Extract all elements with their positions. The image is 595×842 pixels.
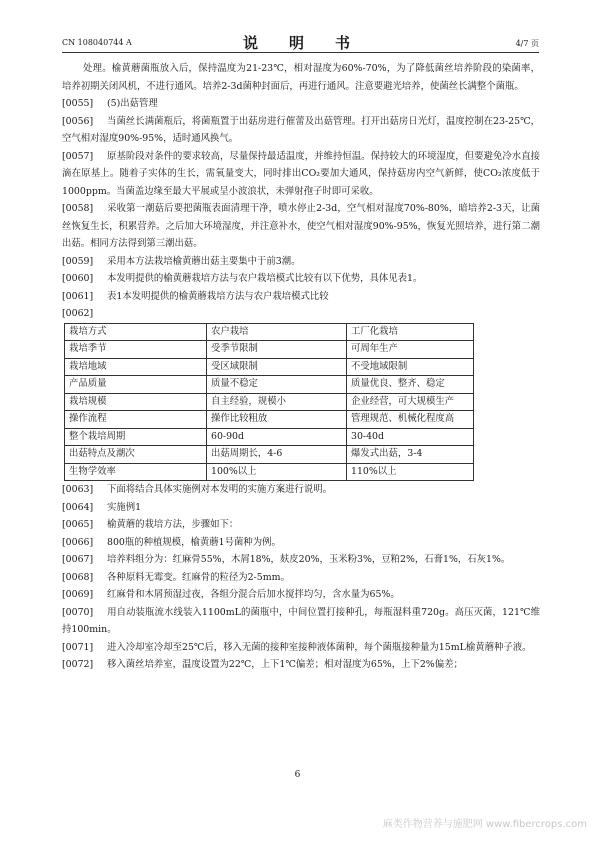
paragraph — [62, 516, 540, 534]
site-watermark: 麻类作物营养与施肥网 www.fibercrops.com — [382, 819, 587, 830]
page-indicator: 4/7 页 — [515, 39, 539, 48]
table-cell: 30-40d — [347, 428, 474, 446]
table-row — [65, 323, 474, 341]
table-cell: 100%以上 — [207, 463, 347, 481]
paragraph-number: [0055] — [62, 98, 94, 109]
table-cell: 自主经验，规模小 — [207, 393, 347, 411]
paragraph-number: [0056] — [62, 115, 94, 127]
document-body — [62, 60, 540, 674]
table-row — [65, 393, 474, 411]
paragraph-text: 本发明提供的榆黄蘑栽培方法与农户栽培模式比较有以下优势，具体见表1。 — [107, 273, 423, 284]
paragraph — [62, 481, 540, 499]
table-cell: 栽培季节 — [65, 341, 207, 359]
paragraph — [62, 253, 540, 271]
table-cell: 不受地域限制 — [347, 358, 474, 376]
table-cell: 管理规范、机械化程度高 — [347, 411, 474, 429]
paragraph — [62, 639, 540, 657]
table-row — [65, 446, 474, 464]
table-row — [65, 376, 474, 394]
table-cell: 工厂化栽培 — [347, 323, 474, 341]
paragraph-text: 进入冷却室冷却至25℃后，移入无菌的接种室接种液体菌种，每个菌瓶接种量为15mL榆黄蘑种子液。 — [107, 641, 532, 653]
paragraph-text: 当菌丝长满菌瓶后，将菌瓶置于出菇房进行催蕾及出菇管理。打开出菇房日光灯，温度控制在23-25℃，空气相对湿度90%-95%，适时通风换气。 — [62, 115, 540, 144]
page-header — [62, 30, 539, 53]
table-cell: 60-90d — [207, 428, 347, 446]
table-cell: 企业经营，可大规模生产 — [347, 393, 474, 411]
publication-number: CN 108040744 A — [62, 38, 132, 47]
table-cell: 出菇周期长，4-6 — [207, 446, 347, 464]
table-cell: 产品质量 — [65, 376, 207, 394]
page-number: 6 — [294, 770, 301, 780]
table-cell: 可周年生产 — [347, 341, 474, 359]
table-cell: 操作比较粗放 — [207, 411, 347, 429]
table-cell: 农户栽培 — [207, 323, 347, 341]
table-cell: 受区域限制 — [207, 358, 347, 376]
paragraph-text: 红麻骨和木屑预湿过夜，各组分混合后加水搅拌均匀，含水量为65%。 — [107, 589, 400, 600]
table-cell: 操作流程 — [65, 411, 207, 429]
table-row — [65, 411, 474, 429]
paragraph-number: [0070] — [62, 606, 94, 618]
paragraph-number: [0065] — [62, 519, 94, 530]
paragraph — [62, 499, 540, 517]
paragraph — [62, 551, 540, 569]
table-row — [65, 428, 474, 446]
paragraph-continued — [62, 60, 540, 95]
table-cell: 栽培规模 — [65, 393, 207, 411]
paragraph-text: 800瓶的种植规模，榆黄蘑1号菌种为例。 — [107, 536, 281, 548]
document-title: 说 明 书 — [242, 34, 358, 52]
paragraph-number: [0059] — [62, 255, 94, 267]
paragraph-number: [0063] — [62, 484, 94, 495]
table-cell: 110%以上 — [347, 463, 474, 481]
paragraph-text: 表1本发明提供的榆黄蘑栽培方法与农户栽培模式比较 — [107, 290, 329, 302]
comparison-table — [64, 323, 474, 482]
paragraph-text: 采用本方法栽培榆黄蘑出菇主要集中于前3潮。 — [107, 255, 301, 267]
paragraph-number: [0068] — [62, 571, 94, 583]
paragraph-number: [0067] — [62, 554, 94, 565]
paragraph — [62, 113, 540, 148]
table-cell: 爆发式出菇，3-4 — [347, 446, 474, 464]
table-cell: 质量优良、整齐、稳定 — [347, 376, 474, 394]
paragraph — [62, 534, 540, 552]
paragraph-number: [0062] — [62, 308, 94, 319]
table-cell: 生物学效率 — [65, 463, 207, 481]
paragraph — [62, 604, 540, 639]
paragraph-text: 各种原料无霉变。红麻骨的粒径为2-5mm。 — [107, 571, 290, 583]
paragraph-number: [0066] — [62, 536, 94, 548]
paragraph-number: [0060] — [62, 273, 94, 284]
paragraph-number: [0061] — [62, 290, 94, 302]
paragraph-text: 实施例1 — [107, 501, 142, 513]
paragraph-text: 移入菌丝培养室，温度设置为22℃，上下1℃偏差；相对湿度为65%，上下2%偏差； — [107, 659, 463, 670]
table-row — [65, 463, 474, 481]
paragraph-text: 下面将结合具体实施例对本发明的实施方案进行说明。 — [107, 484, 333, 495]
table-row — [65, 358, 474, 376]
paragraph — [62, 288, 540, 306]
paragraph-number: [0058] — [62, 203, 94, 214]
paragraph-number: [0072] — [62, 659, 94, 670]
table-cell: 质量不稳定 — [207, 376, 347, 394]
paragraph-number: [0057] — [62, 150, 94, 162]
paragraph-text: 处理。榆黄蘑菌瓶放入后，保持温度为21-23℃，相对湿度为60%-70%，为了降低菌丝培养阶段的染菌率，培养初期关闭风机，不进行通风。培养2-3d菌种封面后，再进行通风。注意要避光培养，使菌丝长满整个菌瓶。 — [62, 63, 540, 92]
paragraph-text: (5)出菇管理 — [107, 98, 158, 109]
paragraph-text: 榆黄蘑的栽培方法，步骤如下： — [107, 519, 239, 530]
paragraph — [62, 95, 540, 113]
table-cell: 受季节限制 — [207, 341, 347, 359]
paragraph-text: 培养料组分为：红麻骨55%，木屑18%，麸皮20%，玉米粉3%，豆粕2%，石膏1%，石灰1%。 — [107, 554, 511, 565]
table-cell: 栽培地域 — [65, 358, 207, 376]
paragraph — [62, 656, 540, 674]
paragraph-text: 原基阶段对条件的要求较高，尽量保持最适温度，并维持恒温。保持较大的环境湿度，但要避免冷水直接滴在原基上。随着子实体的生长，需氧量变大，同时排出CO₂要加大通风，保持菇房内空气新鲜，使CO₂浓度低于1000ppm。当菌盖边缘至最大平展或呈小波浪状，未弹射孢子时即可采收。 — [62, 150, 540, 197]
paragraph — [62, 148, 540, 201]
table-cell: 栽培方式 — [65, 323, 207, 341]
paragraph-number: [0071] — [62, 641, 94, 653]
table-row — [65, 341, 474, 359]
paragraph-text: 采收第一潮菇后要把菌瓶表面清理干净，喷水停止2-3d，空气相对湿度70%-80%，暗培养2-3天，让菌丝恢复生长，积累营养。之后加大环境湿度，并注意补水，使空气相对湿度90%-95%，恢复光照培养，进行第二潮出菇。相同方法得到第三潮出菇。 — [62, 203, 540, 249]
paragraph-number: [0069] — [62, 589, 94, 600]
paragraph — [62, 270, 540, 288]
table-cell: 整个栽培周期 — [65, 428, 207, 446]
paragraph-number: [0064] — [62, 501, 94, 513]
paragraph-text: 用自动装瓶流水线装入1100mL的菌瓶中，中间位置打接种孔，每瓶湿料重720g。高压灭菌，121℃维持100min。 — [62, 606, 540, 635]
paragraph — [62, 305, 540, 323]
table-cell: 出菇特点及潮次 — [65, 446, 207, 464]
paragraph — [62, 586, 540, 604]
paragraph — [62, 569, 540, 587]
paragraph — [62, 200, 540, 253]
